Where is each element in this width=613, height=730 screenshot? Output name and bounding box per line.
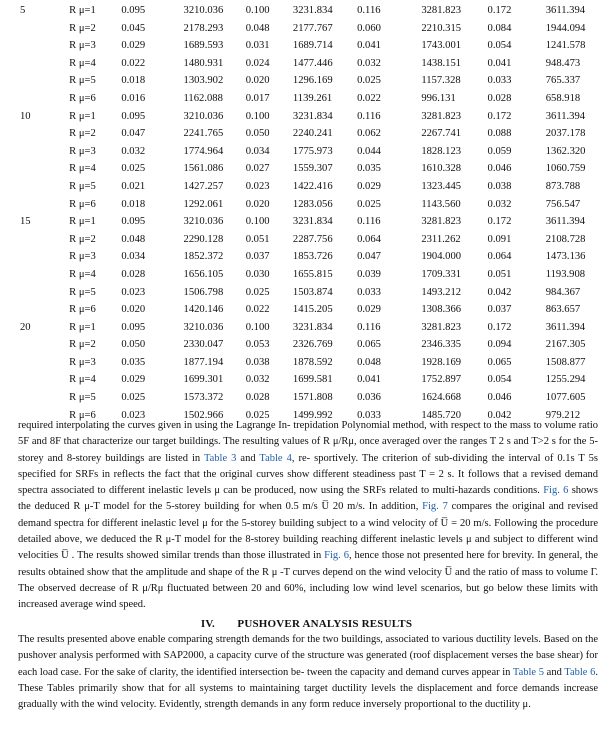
body-paragraph-2 — [18, 632, 598, 713]
row-label-cell: R μ=5 — [69, 286, 96, 298]
table-cell: 1308.366 — [421, 304, 462, 316]
table-cell: 0.053 — [245, 339, 270, 351]
wind-velocity-cell — [20, 338, 69, 356]
text-run: shows the deduced R μ-T model for the 5-storey building for when 0.5 m/s U̅ 20 m/s. In addition, — [18, 485, 598, 513]
table-body — [20, 4, 606, 426]
table-cell: 0.034 — [245, 145, 270, 157]
row-label-cell: R μ=1 — [69, 110, 96, 122]
table-row — [20, 250, 606, 268]
table-cell: 996.131 — [421, 92, 456, 104]
table-cell: 1283.056 — [292, 198, 333, 210]
table-cell: 0.095 — [121, 110, 146, 122]
table-cell: 765.337 — [545, 75, 581, 87]
wind-velocity-cell: 20 — [20, 321, 31, 333]
table-cell: 3210.036 — [183, 321, 224, 333]
table-cell: 1752.897 — [421, 374, 462, 386]
table-cell: 1493.212 — [421, 286, 462, 298]
text-run: and — [544, 666, 565, 678]
table-cell: 0.116 — [357, 110, 381, 122]
table-cell: 1427.257 — [183, 180, 224, 192]
table-row — [20, 198, 606, 216]
cross-reference-link[interactable]: Fig. 6 — [543, 485, 569, 497]
wind-velocity-cell — [20, 22, 69, 40]
table-cell: 0.029 — [357, 180, 381, 192]
table-cell: 3210.036 — [183, 216, 224, 228]
table-row — [20, 303, 606, 321]
table-row — [20, 127, 606, 145]
table-row — [20, 74, 606, 92]
table-cell: 1699.301 — [183, 374, 224, 386]
table-cell: 0.016 — [121, 92, 146, 104]
table-cell: 0.065 — [357, 339, 381, 351]
row-label-cell: R μ=5 — [69, 180, 96, 192]
table-row — [20, 391, 606, 409]
body-paragraph-1 — [18, 418, 598, 614]
table-cell: 0.033 — [487, 75, 512, 87]
table-cell: 0.172 — [487, 5, 512, 16]
table-cell: 0.064 — [357, 233, 381, 245]
cross-reference-link[interactable]: Table 6 — [564, 666, 596, 678]
table-row — [20, 373, 606, 391]
wind-velocity-cell: 10 — [20, 110, 31, 122]
table-cell: 1944.094 — [545, 22, 586, 34]
table-cell: 1292.061 — [183, 198, 224, 210]
table-cell: 0.047 — [121, 128, 146, 140]
table-cell: 0.033 — [357, 286, 381, 298]
section-heading: IV. PUSHOVER ANALYSIS RESULTS — [200, 618, 413, 630]
table-cell: 0.100 — [245, 5, 270, 16]
table-cell: 0.037 — [487, 304, 512, 316]
wind-velocity-cell — [20, 286, 69, 304]
data-table — [20, 4, 606, 426]
table-row — [20, 286, 606, 304]
table-cell: 2210.315 — [421, 22, 462, 34]
table-cell: 0.035 — [357, 163, 381, 175]
table-cell: 1610.328 — [421, 163, 462, 175]
table-row — [20, 57, 606, 75]
table-cell: 0.088 — [487, 128, 512, 140]
row-label-cell: R μ=4 — [69, 374, 96, 386]
table-cell: 3611.394 — [545, 321, 586, 333]
wind-velocity-cell — [20, 57, 69, 75]
table-cell: 0.017 — [245, 92, 270, 104]
table-cell: 863.657 — [545, 304, 581, 316]
text-run: , re- sportively. The criterion of sub-dividing the interval of 0.1s T 5s specified for SRFs in reflects the fact that the original curves show different steadiness past T = 2 s. It follows that a revised demand spectra associated to different inelastic levels μ can be produced, now using the SRFs related to multi-hazards conditions. — [18, 452, 598, 497]
table-cell: 0.033 — [357, 409, 381, 421]
wind-velocity-cell — [20, 198, 69, 216]
table-cell: 1323.445 — [421, 180, 462, 192]
table-cell: 0.116 — [357, 216, 381, 228]
table-cell: 1743.001 — [421, 40, 462, 52]
table-row — [20, 92, 606, 110]
table-cell: 0.029 — [121, 374, 146, 386]
row-label-cell: R μ=2 — [69, 233, 96, 245]
row-label-cell: R μ=6 — [69, 304, 96, 316]
table-cell: 1878.592 — [292, 356, 333, 368]
table-cell: 0.032 — [245, 374, 270, 386]
table-row — [20, 4, 606, 22]
table-cell: 0.023 — [245, 180, 270, 192]
table-cell: 1506.798 — [183, 286, 224, 298]
table-cell: 1508.877 — [545, 356, 586, 368]
table-cell: 0.116 — [357, 321, 381, 333]
wind-velocity-cell — [20, 127, 69, 145]
table-cell: 1828.123 — [421, 145, 462, 157]
table-cell: 0.028 — [121, 268, 146, 280]
table-cell: 1699.581 — [292, 374, 333, 386]
table-cell: 0.172 — [487, 110, 512, 122]
table-cell: 1143.560 — [421, 198, 461, 210]
table-cell: 0.022 — [245, 304, 270, 316]
cross-reference-link[interactable]: Table 5 — [512, 666, 544, 678]
table-row — [20, 233, 606, 251]
table-cell: 0.020 — [245, 198, 270, 210]
table-cell: 1077.605 — [545, 392, 586, 404]
table-cell: 1775.973 — [292, 145, 333, 157]
table-cell: 0.172 — [487, 321, 512, 333]
table-cell: 0.028 — [487, 92, 512, 104]
row-label-cell: R μ=1 — [69, 321, 96, 333]
table-cell: 0.116 — [357, 5, 381, 16]
table-cell: 0.051 — [245, 233, 270, 245]
table-cell: 1655.815 — [292, 268, 333, 280]
row-label-cell: R μ=1 — [69, 5, 96, 16]
table-cell: 1415.205 — [292, 304, 333, 316]
row-label-cell: R μ=4 — [69, 163, 96, 175]
row-label-cell: R μ=3 — [69, 145, 96, 157]
cross-reference-link[interactable]: Fig. 7 — [422, 501, 448, 513]
table-cell: 0.046 — [487, 163, 512, 175]
table-cell: 0.031 — [245, 40, 270, 52]
table-cell: 3231.834 — [292, 216, 333, 228]
row-label-cell: R μ=6 — [69, 198, 96, 210]
table-row — [20, 180, 606, 198]
table-cell: 0.032 — [487, 198, 512, 210]
table-cell: 1162.088 — [183, 92, 223, 104]
row-label-cell: R μ=3 — [69, 251, 96, 263]
table-cell: 1499.992 — [292, 409, 333, 421]
wind-velocity-cell: 15 — [20, 216, 31, 228]
table-cell: 0.100 — [245, 216, 270, 228]
table-cell: 1853.726 — [292, 251, 333, 263]
table-cell: 0.095 — [121, 5, 146, 16]
table-cell: 0.064 — [487, 251, 512, 263]
table-cell: 2330.047 — [183, 339, 224, 351]
table-cell: 0.100 — [245, 321, 270, 333]
table-cell: 1255.294 — [545, 374, 586, 386]
row-label-cell: R μ=3 — [69, 40, 96, 52]
table-cell: 3281.823 — [421, 5, 462, 16]
table-cell: 1438.151 — [421, 57, 462, 69]
text-run: , hence those not presented here for brevity. In general, the results obtained show that the amplitude and shape of the R μ -T curves depend on the wind velocity U̅ and the ratio of mass to volume Γ. The observed decrease of R μ/Rμ fluctuated between 20 and 60%, including low wind level scenarios, but go below these limits with increased average wind speed. — [18, 550, 599, 611]
text-run: The results presented above enable comparing strength demands for the two buildings, associated to various ductility levels. Based on the pushover analysis performed with SAP2000, a capacity curve of the structure was generated (roof displacement verses the base shear) for each load case. For the sake of clarity, the identified intersection be- tween the capacity and demand curves appear in — [18, 634, 598, 678]
row-label-cell: R μ=6 — [69, 409, 96, 421]
row-label-cell: R μ=2 — [69, 22, 96, 34]
table-cell: 2108.728 — [545, 233, 586, 245]
table-cell: 3210.036 — [183, 5, 224, 16]
table-cell: 2311.262 — [421, 233, 461, 245]
table-cell: 0.054 — [487, 374, 512, 386]
table-cell: 2240.241 — [292, 128, 333, 140]
table-cell: 3611.394 — [545, 110, 586, 122]
table-cell: 2241.765 — [183, 128, 224, 140]
table-cell: 0.062 — [357, 128, 381, 140]
table-cell: 0.025 — [245, 286, 270, 298]
table-row — [20, 22, 606, 40]
table-cell: 0.029 — [357, 304, 381, 316]
table-cell: 0.048 — [357, 356, 381, 368]
table-cell: 0.042 — [487, 286, 512, 298]
table-cell: 0.034 — [121, 251, 146, 263]
row-label-cell: R μ=4 — [69, 268, 96, 280]
row-label-cell: R μ=2 — [69, 128, 96, 140]
table-cell: 1296.169 — [292, 75, 333, 87]
table-cell: 1928.169 — [421, 356, 462, 368]
table-cell: 0.039 — [357, 268, 381, 280]
table-cell: 3611.394 — [545, 216, 586, 228]
table-cell: 1193.908 — [545, 268, 586, 280]
table-cell: 0.022 — [357, 92, 381, 104]
table-cell: 979.212 — [545, 409, 581, 421]
row-label-cell: R μ=6 — [69, 92, 96, 104]
table-row — [20, 321, 606, 339]
table-cell: 0.025 — [357, 198, 381, 210]
table-cell: 0.060 — [357, 22, 381, 34]
table-cell: 1852.372 — [183, 251, 224, 263]
wind-velocity-cell — [20, 250, 69, 268]
row-label-cell: R μ=3 — [69, 356, 96, 368]
table-cell: 1485.720 — [421, 409, 462, 421]
table-cell: 1157.328 — [421, 75, 461, 87]
table-cell: 0.048 — [245, 22, 270, 34]
table-cell: 984.367 — [545, 286, 581, 298]
table-cell: 0.036 — [357, 392, 381, 404]
row-label-cell: R μ=2 — [69, 339, 96, 351]
cross-reference-link[interactable]: Table 4 — [259, 452, 292, 464]
row-label-cell: R μ=4 — [69, 57, 96, 69]
wind-velocity-cell — [20, 145, 69, 163]
table-cell: 3281.823 — [421, 321, 462, 333]
table-row — [20, 110, 606, 128]
table-cell: 1559.307 — [292, 163, 333, 175]
table-cell: 0.029 — [121, 40, 146, 52]
cross-reference-link[interactable]: Table 3 — [203, 452, 237, 464]
table-cell: 0.100 — [245, 110, 270, 122]
table-cell: 0.038 — [487, 180, 512, 192]
table-cell: 1473.136 — [545, 251, 586, 263]
wind-velocity-cell: 5 — [20, 5, 26, 16]
table-cell: 0.065 — [487, 356, 512, 368]
table-cell: 0.037 — [245, 251, 270, 263]
row-label-cell: R μ=5 — [69, 392, 96, 404]
table-cell: 0.022 — [121, 57, 146, 69]
table-cell: 0.025 — [121, 392, 146, 404]
wind-velocity-cell — [20, 268, 69, 286]
table-cell: 948.473 — [545, 57, 581, 69]
table-cell: 0.024 — [245, 57, 270, 69]
table-cell: 0.021 — [121, 180, 146, 192]
table-cell: 1362.320 — [545, 145, 586, 157]
text-run: and — [236, 452, 260, 464]
table-cell: 0.018 — [121, 198, 146, 210]
table-cell: 756.547 — [545, 198, 581, 210]
table-row — [20, 356, 606, 374]
table-cell: 873.788 — [545, 180, 581, 192]
table-row — [20, 268, 606, 286]
table-cell: 658.918 — [545, 92, 581, 104]
table-cell: 1877.194 — [183, 356, 224, 368]
table-cell: 3281.823 — [421, 216, 462, 228]
table-cell: 0.044 — [357, 145, 381, 157]
table-cell: 0.035 — [121, 356, 146, 368]
table-cell: 2326.769 — [292, 339, 333, 351]
table-cell: 0.025 — [121, 163, 146, 175]
table-cell: 0.028 — [245, 392, 270, 404]
wind-velocity-cell — [20, 391, 69, 409]
table-cell: 0.032 — [121, 145, 146, 157]
table-cell: 0.023 — [121, 286, 146, 298]
table-cell: 0.084 — [487, 22, 512, 34]
table-cell: 0.046 — [487, 392, 512, 404]
table-cell: 2037.178 — [545, 128, 586, 140]
table-cell: 0.038 — [245, 356, 270, 368]
wind-velocity-cell — [20, 92, 69, 110]
table-cell: 0.048 — [121, 233, 146, 245]
text-run: . These Tables primarily show that for all systems to maintaining target ductility levels the displacement and force demands increase gradually with the wind velocity. Evidently, strength demands in any form reduce inversely proportional to the ductility μ. — [18, 666, 599, 711]
table-cell: 0.020 — [245, 75, 270, 87]
table-cell: 2346.335 — [421, 339, 462, 351]
wind-velocity-cell — [20, 233, 69, 251]
table-cell: 0.041 — [357, 40, 381, 52]
table-cell: 2290.128 — [183, 233, 224, 245]
table-cell: 1241.578 — [545, 40, 586, 52]
table-cell: 0.045 — [121, 22, 146, 34]
table-cell: 0.094 — [487, 339, 512, 351]
table-cell: 0.050 — [245, 128, 270, 140]
table-cell: 2177.767 — [292, 22, 333, 34]
table-cell: 2178.293 — [183, 22, 224, 34]
table-cell: 0.095 — [121, 216, 146, 228]
table-cell: 0.059 — [487, 145, 512, 157]
table-cell: 2167.305 — [545, 339, 586, 351]
table-cell: 2287.756 — [292, 233, 333, 245]
table-cell: 0.091 — [487, 233, 512, 245]
wind-velocity-cell — [20, 180, 69, 198]
table-cell: 3231.834 — [292, 110, 333, 122]
table-cell: 1139.261 — [292, 92, 333, 104]
table-cell: 0.041 — [357, 374, 381, 386]
table-cell: 3210.036 — [183, 110, 224, 122]
table-cell: 0.018 — [121, 75, 146, 87]
table-cell: 0.050 — [121, 339, 146, 351]
table-cell: 1422.416 — [292, 180, 333, 192]
table-cell: 1709.331 — [421, 268, 462, 280]
table-cell: 1561.086 — [183, 163, 224, 175]
table-cell: 3611.394 — [545, 5, 586, 16]
table-cell: 1477.446 — [292, 57, 333, 69]
row-label-cell: R μ=1 — [69, 216, 96, 228]
table-cell: 0.095 — [121, 321, 146, 333]
table-cell: 0.042 — [487, 409, 512, 421]
table-cell: 3231.834 — [292, 5, 333, 16]
table-cell: 1573.372 — [183, 392, 224, 404]
table-cell: 1624.668 — [421, 392, 462, 404]
table-cell: 0.172 — [487, 216, 512, 228]
table-row — [20, 215, 606, 233]
table-cell: 1571.808 — [292, 392, 333, 404]
text-run: compares the original and revised demand spectra for different inelastic level μ for the 5-storey building subject to a wind velocity of U̅ = 20 m/s. Following the procedure detailed above, we deduced the R μ-T model for the 8-storey building reaching different inelastic levels μ and subject to different wind velocities U̅ . The results showed similar trends than those illustrated in — [18, 501, 598, 562]
table-row — [20, 39, 606, 57]
table-cell: 2267.741 — [421, 128, 462, 140]
table-cell: 0.054 — [487, 40, 512, 52]
table-cell: 1503.874 — [292, 286, 333, 298]
table-cell: 0.051 — [487, 268, 512, 280]
wind-velocity-cell — [20, 303, 69, 321]
text-run: required interpolating the curves given in using the Lagrange In- trepidation Polynomial method, with respect to the mass to volume ratio 5F and 8F that characterize our target buildings. The resulting values of R μ/Rμ, once averaged over the ranges T 2 s and T>2 s for the 5-storey and 8-storey buildings are listed in — [18, 420, 598, 464]
table-cell: 0.041 — [487, 57, 512, 69]
table-cell: 1904.000 — [421, 251, 462, 263]
table-cell: 1480.931 — [183, 57, 224, 69]
table-cell: 0.025 — [245, 409, 270, 421]
table-cell: 1689.714 — [292, 40, 333, 52]
table-cell: 0.027 — [245, 163, 270, 175]
table-cell: 0.030 — [245, 268, 270, 280]
table-cell: 0.023 — [121, 409, 146, 421]
table-cell: 3231.834 — [292, 321, 333, 333]
wind-velocity-cell — [20, 373, 69, 391]
table-cell: 0.047 — [357, 251, 381, 263]
table-cell: 1689.593 — [183, 40, 224, 52]
wind-velocity-cell — [20, 356, 69, 374]
table-cell: 1502.966 — [183, 409, 224, 421]
table-cell: 0.032 — [357, 57, 381, 69]
table-cell: 1420.146 — [183, 304, 224, 316]
table-cell: 3281.823 — [421, 110, 462, 122]
wind-velocity-cell — [20, 74, 69, 92]
table-cell: 1774.964 — [183, 145, 224, 157]
wind-velocity-cell — [20, 39, 69, 57]
table-row — [20, 162, 606, 180]
table-cell: 1656.105 — [183, 268, 224, 280]
table-row — [20, 145, 606, 163]
table-cell: 0.020 — [121, 304, 146, 316]
table-cell: 1303.902 — [183, 75, 224, 87]
cross-reference-link[interactable]: Fig. 6 — [324, 550, 349, 562]
wind-velocity-cell — [20, 162, 69, 180]
table-row — [20, 338, 606, 356]
table-cell: 0.025 — [357, 75, 381, 87]
row-label-cell: R μ=5 — [69, 75, 96, 87]
table-cell: 1060.759 — [545, 163, 586, 175]
